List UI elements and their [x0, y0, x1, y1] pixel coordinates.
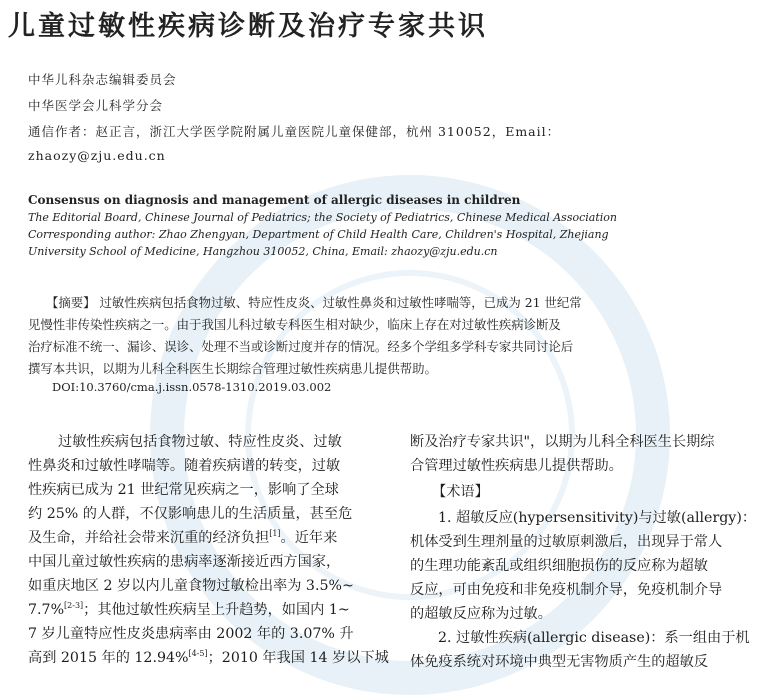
citation-ref: [4-5] [188, 649, 208, 658]
right-col-line: 的超敏反应称为过敏。 [410, 606, 552, 622]
right-col-line: 体免疫系统对环境中典型无害物质产生的超敏反 [410, 654, 708, 670]
left-col-line: 中国儿童过敏性疾病的患病率逐渐接近西方国家， [28, 554, 341, 570]
corresponding-author: 通信作者：赵正言，浙江大学医学院附属儿童医院儿童保健部，杭州 310052，Email： [28, 124, 561, 139]
left-col-line: 高到 2015 年的 12.94%[4-5]；2010 年我国 14 岁以下城 [28, 649, 389, 666]
english-corr-author: Corresponding author: Zhao Zhengyan, Department of Child Health Care, Children's Hospital, Zhejiang [28, 228, 609, 241]
left-col-line: 性疾病已成为 21 世纪常见疾病之一，影响了全球 [28, 482, 339, 498]
right-col-line: 反应，可由免疫和非免疫机制介导，免疫机制介导 [410, 582, 723, 598]
english-authors: The Editorial Board, Chinese Journal of Pediatrics; the Society of Pediatrics, Chinese Medical Association [28, 211, 617, 224]
abstract-line-3: 治疗标准不统一、漏诊、误诊、处理不当或诊断过度并存的情况。经多个学组多学科专家共同讨论后 [28, 339, 574, 354]
left-col-line: 及生命，并给社会带来沉重的经济负担[1]。近年来 [28, 529, 338, 546]
right-col-line: 断及治疗专家共识"，以期为儿科全科医生长期综 [410, 434, 715, 450]
author-email: zhaozy@zju.edu.cn [28, 148, 166, 163]
citation-ref: [1] [269, 529, 281, 538]
left-col-line: 性鼻炎和过敏性哮喘等。随着疾病谱的转变，过敏 [28, 458, 341, 474]
abstract-line-4: 撰写本共识，以期为儿科全科医生长期综合管理过敏性疾病患儿提供帮助。 [28, 361, 437, 376]
left-col-line: 如重庆地区 2 岁以内儿童食物过敏检出率为 3.5%~ [28, 578, 354, 594]
right-col-line: 1. 超敏反应(hypersensitivity)与过敏(allergy)： [438, 510, 757, 526]
left-col-line: 过敏性疾病包括食物过敏、特应性皮炎、过敏 [58, 434, 342, 450]
author-org-1: 中华儿科杂志编辑委员会 [28, 72, 177, 87]
left-col-line: 约 25% 的人群，不仅影响患儿的生活质量，甚至危 [28, 506, 353, 522]
citation-ref: [2-3] [64, 601, 84, 610]
right-col-line: 合管理过敏性疾病患儿提供帮助。 [410, 458, 623, 474]
page-title: 儿童过敏性疾病诊断及治疗专家共识 [8, 11, 488, 42]
english-title: Consensus on diagnosis and management of allergic diseases in children [28, 193, 521, 207]
left-col-line: 7.7%[2-3]；其他过敏性疾病呈上升趋势，如国内 1~ [28, 601, 350, 618]
abstract-line-2: 见慢性非传染性疾病之一。由于我国儿科过敏专科医生相对缺少，临床上存在对过敏性疾病诊断及 [28, 317, 561, 332]
right-col-line: 机体受到生理剂量的过敏原刺激后，出现异于常人 [410, 534, 723, 550]
doi: DOI:10.3760/cma.j.issn.0578-1310.2019.03.002 [52, 380, 332, 394]
author-org-2: 中华医学会儿科学分会 [28, 98, 164, 113]
left-col-line: 7 岁儿童特应性皮炎患病率由 2002 年的 3.07% 升 [28, 626, 354, 642]
section-heading: 【术语】 [432, 484, 489, 500]
abstract-line-1: 【摘要】 过敏性疾病包括食物过敏、特应性皮炎、过敏性鼻炎和过敏性哮喘等，已成为 21 世纪常 [46, 295, 582, 310]
right-col-line: 2. 过敏性疾病(allergic disease)：系一组由于机 [438, 630, 750, 646]
right-col-line: 的生理功能紊乱或组织细胞损伤的反应称为超敏 [410, 558, 708, 574]
english-affiliation: University School of Medicine, Hangzhou 310052, China, Email: zhaozy@zju.edu.cn [28, 245, 498, 258]
